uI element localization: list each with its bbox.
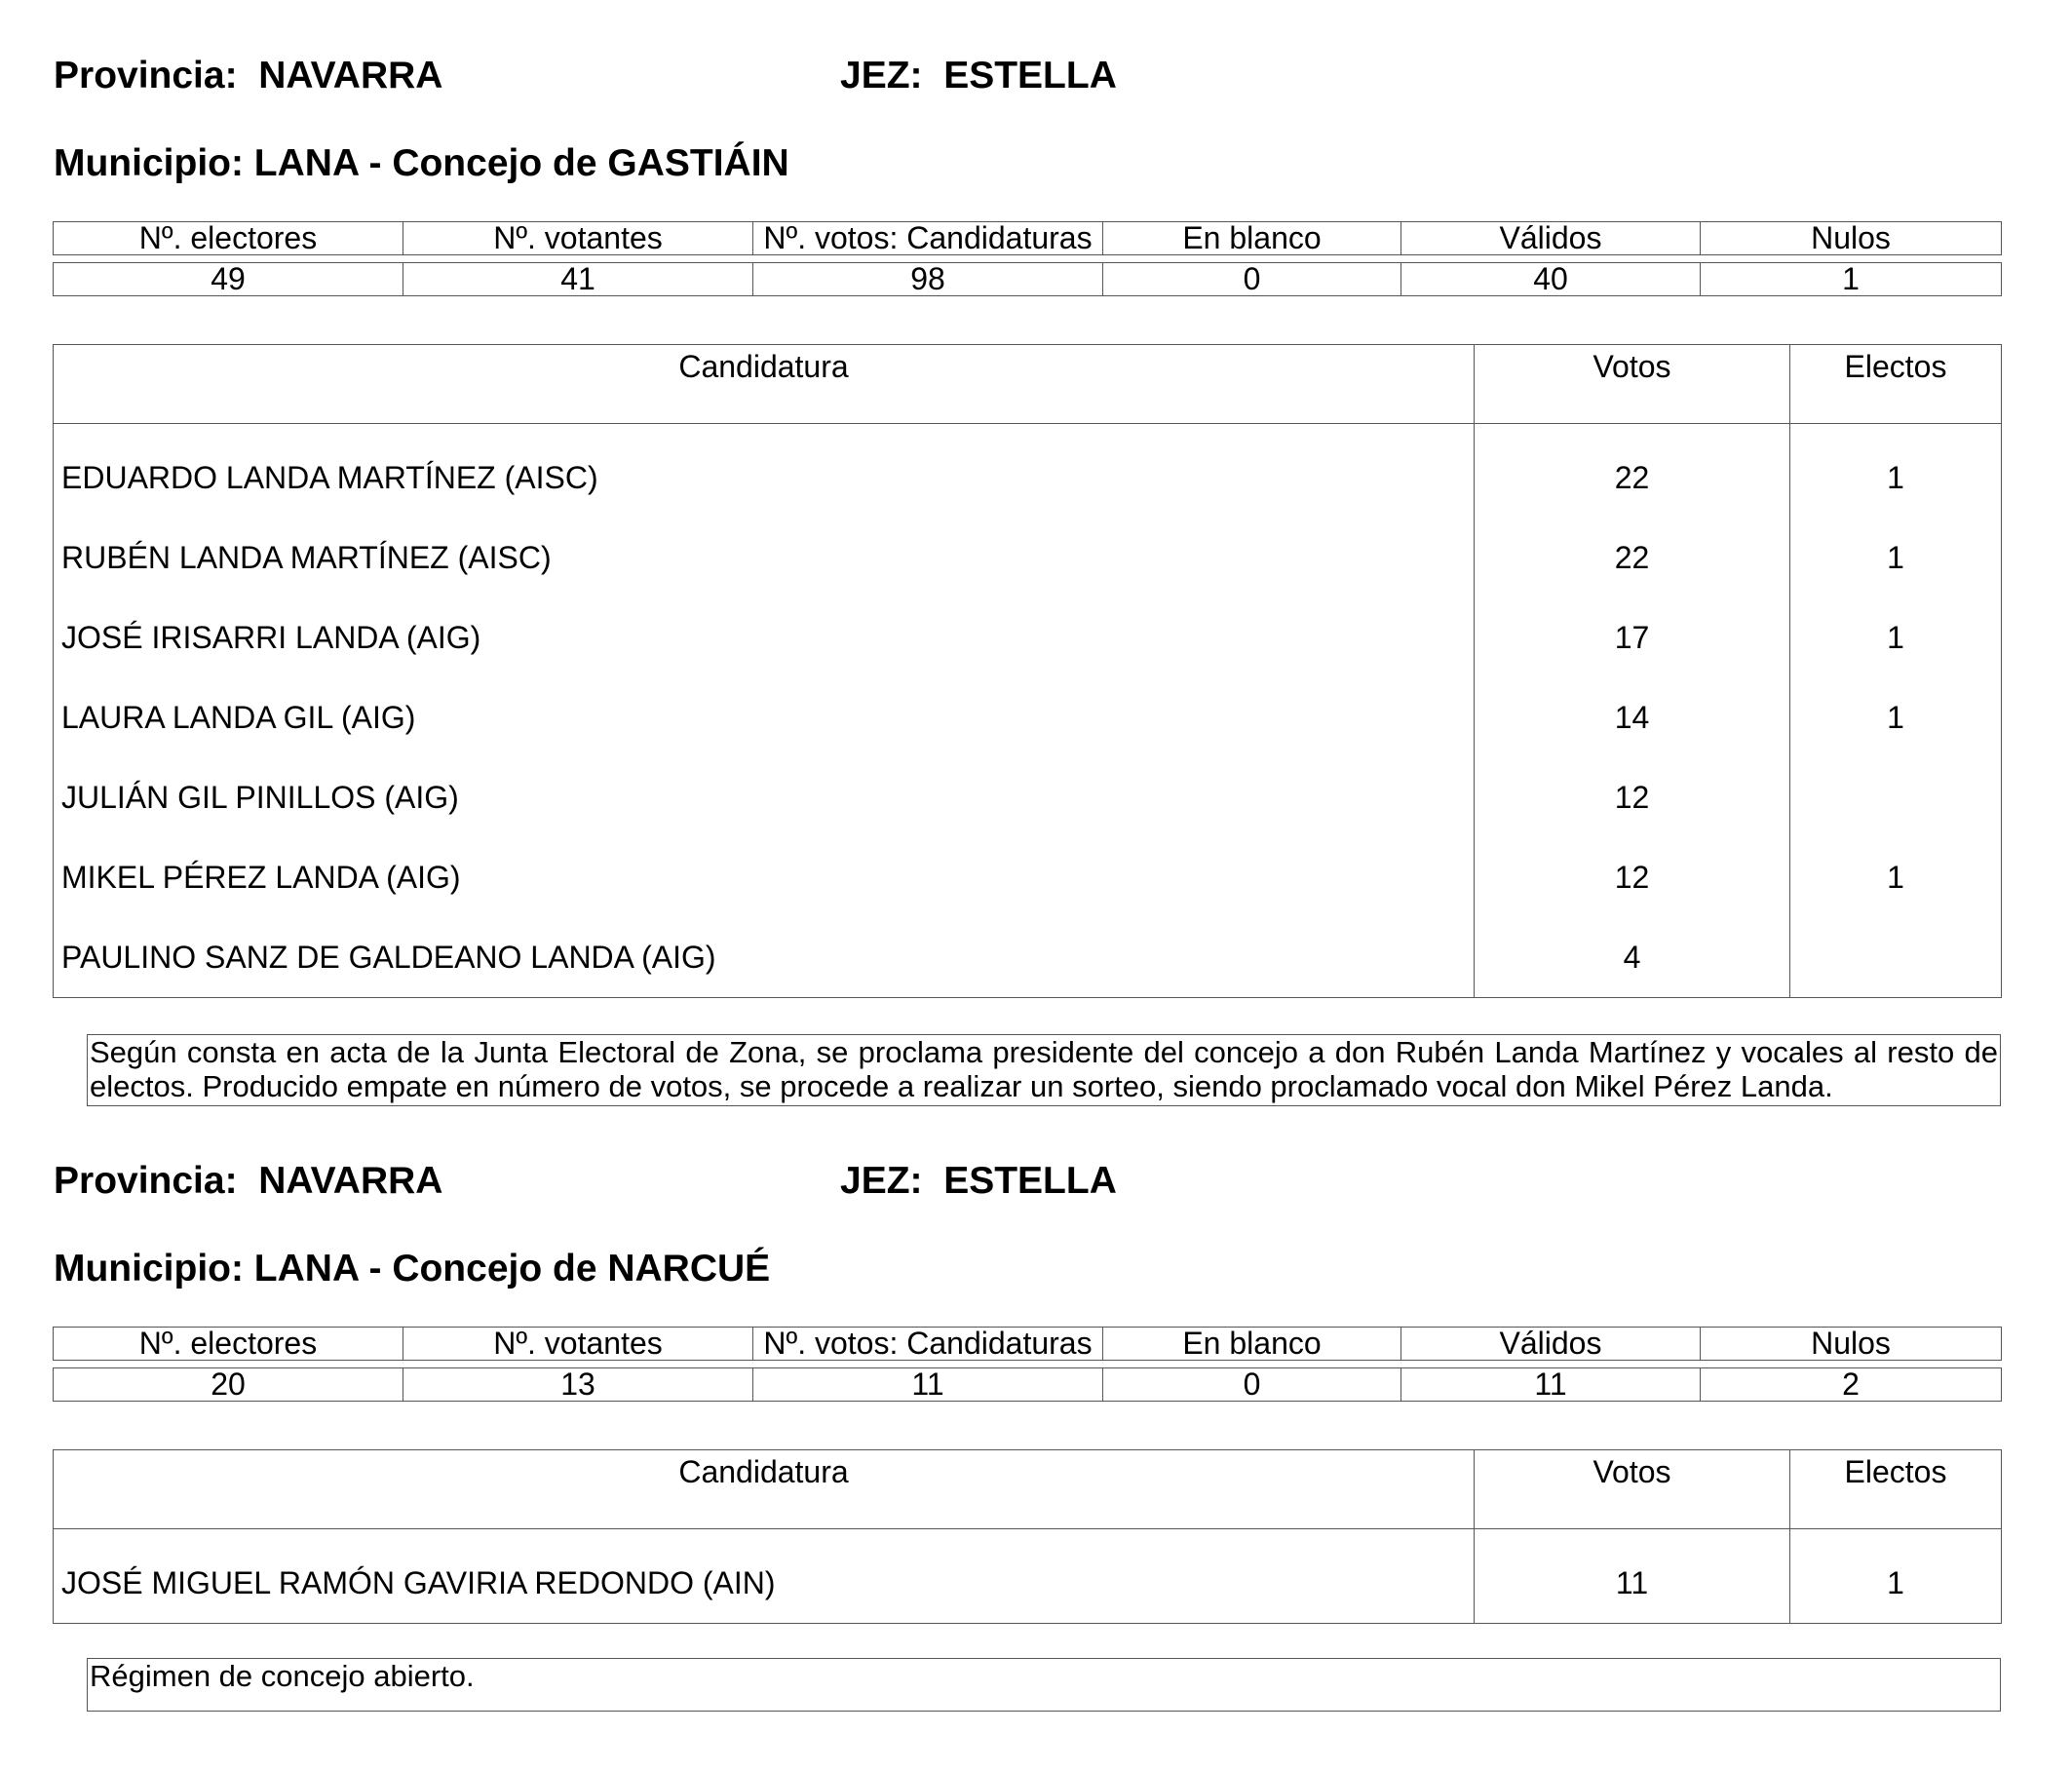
candidate-row — [54, 757, 2002, 837]
stats-header-table — [53, 1327, 2002, 1361]
stats-value-validos: 11 — [1401, 1368, 1701, 1402]
stats-header-table — [53, 221, 2002, 255]
candidate-votos: 17 — [1475, 597, 1790, 677]
candidate-electos: 1 — [1790, 837, 2002, 917]
stats-header-electores: Nº. electores — [54, 1328, 403, 1361]
candidate-votos: 11 — [1475, 1529, 1790, 1624]
stats-header-validos: Válidos — [1401, 222, 1701, 255]
stats-header-votantes: Nº. votantes — [403, 222, 753, 255]
stats-header-nulos: Nulos — [1701, 1328, 2002, 1361]
jez-heading — [840, 57, 1117, 95]
candidate-name: RUBÉN LANDA MARTÍNEZ (AISC) — [54, 518, 1475, 597]
stats-header-electores: Nº. electores — [54, 222, 403, 255]
candidate-electos: 1 — [1790, 518, 2002, 597]
stats-header-votantes: Nº. votantes — [403, 1328, 753, 1361]
stats-value-en-blanco: 0 — [1103, 263, 1401, 296]
candidate-votos: 12 — [1475, 837, 1790, 917]
provincia-label: Provincia: — [54, 1160, 238, 1202]
candidate-name: LAURA LANDA GIL (AIG) — [54, 677, 1475, 757]
candidate-row — [54, 424, 2002, 519]
stats-value-votantes: 13 — [403, 1368, 753, 1402]
stats-values-table — [53, 1367, 2002, 1402]
stats-value-nulos: 1 — [1701, 263, 2002, 296]
stats-header-votos-candidaturas: Nº. votos: Candidaturas — [753, 222, 1103, 255]
header-electos: Electos — [1790, 1450, 2002, 1529]
jez-heading — [840, 1162, 1117, 1200]
stats-values-row — [54, 1368, 2002, 1402]
stats-value-en-blanco: 0 — [1103, 1368, 1401, 1402]
jez-value: ESTELLA — [943, 1160, 1117, 1202]
candidate-name: JOSÉ IRISARRI LANDA (AIG) — [54, 597, 1475, 677]
candidate-name: EDUARDO LANDA MARTÍNEZ (AISC) — [54, 424, 1475, 519]
provincia-value: NAVARRA — [258, 55, 443, 96]
provincia-heading — [54, 1162, 442, 1200]
candidate-name: JOSÉ MIGUEL RAMÓN GAVIRIA REDONDO (AIN) — [54, 1529, 1475, 1624]
municipio-heading: Municipio: LANA - Concejo de GASTIÁIN — [54, 142, 789, 184]
candidate-electos: 1 — [1790, 677, 2002, 757]
jez-label: JEZ: — [840, 55, 923, 96]
candidate-row — [54, 917, 2002, 998]
header-votos: Votos — [1475, 345, 1790, 424]
observations-note: Régimen de concejo abierto. — [87, 1658, 2001, 1712]
candidate-name: MIKEL PÉREZ LANDA (AIG) — [54, 837, 1475, 917]
header-candidatura: Candidatura — [54, 345, 1475, 424]
stats-header-nulos: Nulos — [1701, 222, 2002, 255]
provincia-label: Provincia: — [54, 55, 238, 96]
candidate-electos: 1 — [1790, 424, 2002, 519]
stats-header-validos: Válidos — [1401, 1328, 1701, 1361]
stats-header-votos-candidaturas: Nº. votos: Candidaturas — [753, 1328, 1103, 1361]
jez-label: JEZ: — [840, 1160, 923, 1202]
candidate-row — [54, 597, 2002, 677]
stats-value-nulos: 2 — [1701, 1368, 2002, 1402]
candidates-header-row — [54, 1450, 2002, 1529]
candidate-electos: 1 — [1790, 1529, 2002, 1624]
candidate-electos — [1790, 917, 2002, 998]
stats-header-en-blanco: En blanco — [1103, 222, 1401, 255]
observations-note: Según consta en acta de la Junta Electoral de Zona, se proclama presidente del concejo a don Rubén Landa Martínez y vocales al resto de electos. Producido empate en número de votos, se procede a realizar un sorteo, siendo proclamado vocal don Mikel Pérez Landa. — [87, 1034, 2001, 1106]
candidate-votos: 14 — [1475, 677, 1790, 757]
stats-header-row — [54, 222, 2002, 255]
header-electos: Electos — [1790, 345, 2002, 424]
provincia-heading — [54, 57, 442, 95]
candidate-row — [54, 1529, 2002, 1624]
stats-value-electores: 20 — [54, 1368, 403, 1402]
stats-value-votos-candidaturas: 11 — [753, 1368, 1103, 1402]
stats-values-row — [54, 263, 2002, 296]
candidate-row — [54, 518, 2002, 597]
candidate-electos: 1 — [1790, 597, 2002, 677]
jez-value: ESTELLA — [943, 55, 1117, 96]
candidate-votos: 22 — [1475, 518, 1790, 597]
candidate-row — [54, 677, 2002, 757]
candidates-header-row — [54, 345, 2002, 424]
candidate-row — [54, 837, 2002, 917]
candidate-votos: 12 — [1475, 757, 1790, 837]
stats-header-row — [54, 1328, 2002, 1361]
candidate-votos: 4 — [1475, 917, 1790, 998]
stats-value-votantes: 41 — [403, 263, 753, 296]
candidates-table — [53, 344, 2002, 998]
stats-value-validos: 40 — [1401, 263, 1701, 296]
candidate-electos — [1790, 757, 2002, 837]
candidate-votos: 22 — [1475, 424, 1790, 519]
candidates-table — [53, 1449, 2002, 1624]
candidate-name: JULIÁN GIL PINILLOS (AIG) — [54, 757, 1475, 837]
candidate-name: PAULINO SANZ DE GALDEANO LANDA (AIG) — [54, 917, 1475, 998]
stats-header-en-blanco: En blanco — [1103, 1328, 1401, 1361]
provincia-value: NAVARRA — [258, 1160, 443, 1202]
stats-value-electores: 49 — [54, 263, 403, 296]
header-candidatura: Candidatura — [54, 1450, 1475, 1529]
header-votos: Votos — [1475, 1450, 1790, 1529]
stats-values-table — [53, 262, 2002, 296]
municipio-heading: Municipio: LANA - Concejo de NARCUÉ — [54, 1248, 771, 1290]
stats-value-votos-candidaturas: 98 — [753, 263, 1103, 296]
